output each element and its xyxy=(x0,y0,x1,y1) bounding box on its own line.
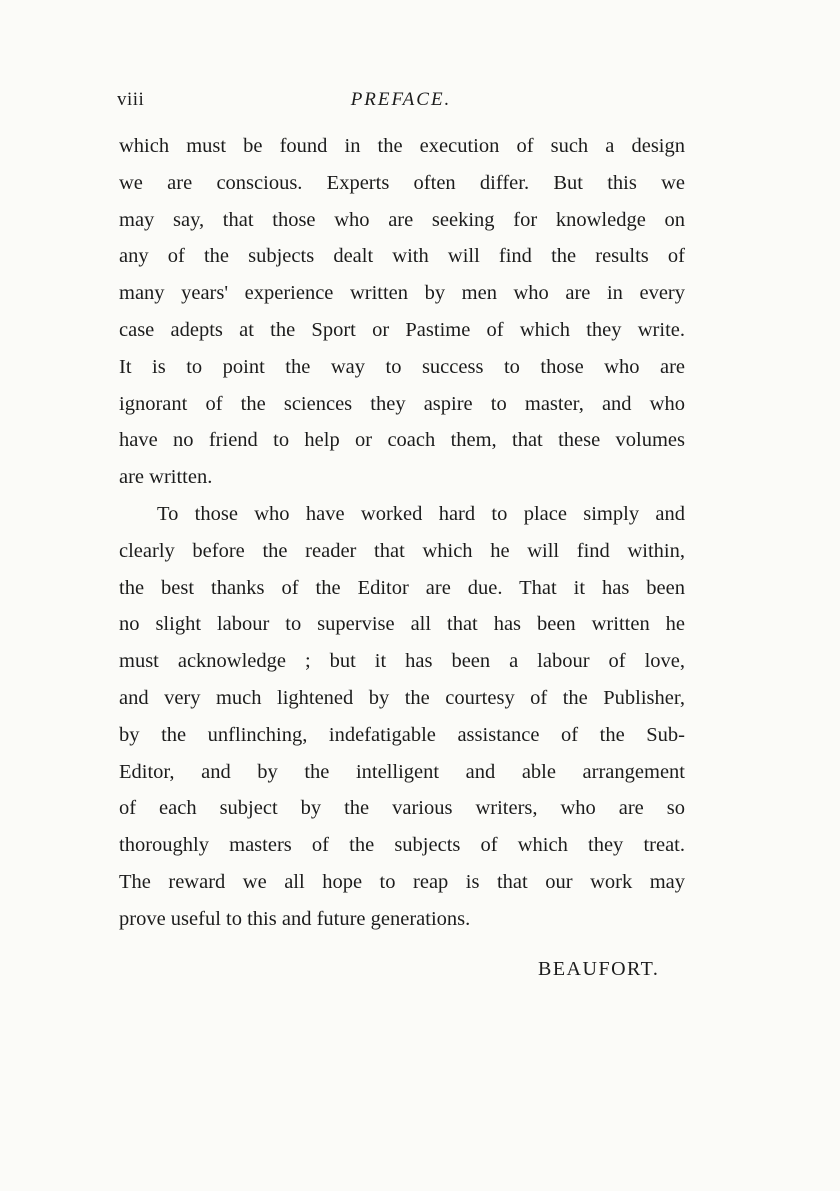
text-line: no slight labour to supervise all that has been written he xyxy=(119,613,685,636)
text-line: many years' experience written by men who are in every xyxy=(119,282,685,305)
text-line: of each subject by the various writers, who are so xyxy=(119,797,685,820)
text-line: the best thanks of the Editor are due. That it has been xyxy=(119,576,685,599)
text-line: prove useful to this and future generations. xyxy=(119,907,471,930)
page-number: viii xyxy=(117,89,145,110)
text-line: It is to point the way to success to those who are xyxy=(119,355,685,378)
running-head xyxy=(117,89,685,119)
text-line: clearly before the reader that which he will find within, xyxy=(119,539,685,562)
text-line: which must be found in the execution of such a design xyxy=(119,135,685,157)
text-line: The reward we all hope to reap is that our work may xyxy=(119,870,685,893)
text-line: are written. xyxy=(119,466,213,489)
text-line: To those who have worked hard to place simply and xyxy=(157,502,685,525)
text-line: must acknowledge ; but it has been a labour of love, xyxy=(119,650,685,673)
text-line: we are conscious. Experts often differ. But this we xyxy=(119,171,685,194)
text-line: and very much lightened by the courtesy of the Publisher, xyxy=(119,686,685,709)
text-line: have no friend to help or coach them, that these volumes xyxy=(119,429,685,452)
text-line: case adepts at the Sport or Pastime of which they write. xyxy=(119,318,685,341)
text-line: ignorant of the sciences they aspire to master, and who xyxy=(119,392,685,415)
text-line: any of the subjects dealt with will find the results of xyxy=(119,245,685,268)
text-line: by the unflinching, indefatigable assistance of the Sub- xyxy=(119,723,685,746)
text-line: thoroughly masters of the subjects of which they treat. xyxy=(119,834,685,857)
text-line: may say, that those who are seeking for knowledge on xyxy=(119,208,685,231)
preface-body xyxy=(119,128,685,938)
signature: BEAUFORT. xyxy=(538,958,660,980)
running-title: PREFACE. xyxy=(350,89,452,110)
text-line: Editor, and by the intelligent and able arrangement xyxy=(119,760,685,783)
